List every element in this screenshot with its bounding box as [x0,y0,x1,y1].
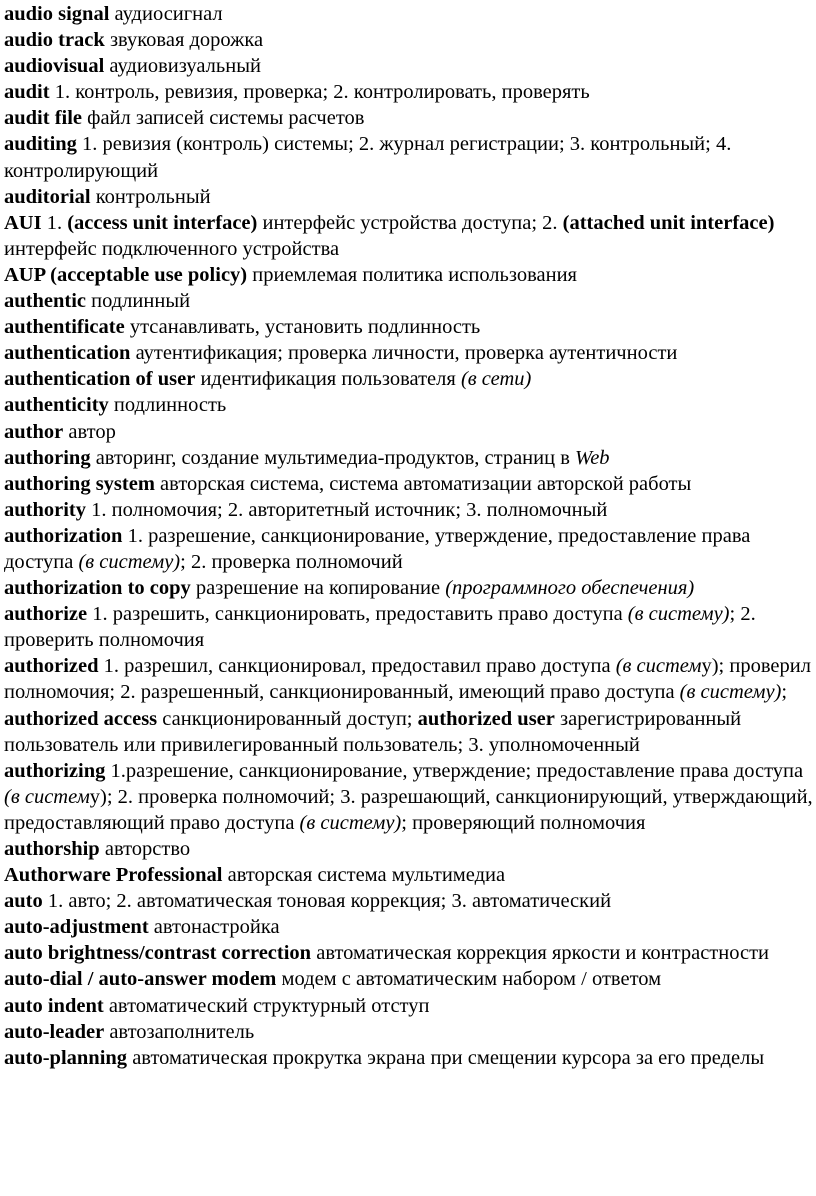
entry-term: authoring [4,446,91,469]
glossary-entry [4,575,814,601]
entry-translation: интерфейс подключенного устройства [4,237,340,260]
glossary-entry [4,940,814,966]
glossary-entry [4,392,814,418]
glossary-entry [4,1019,814,1045]
entry-term: authenticity [4,394,109,417]
entry-term: auto [4,890,43,913]
entry-term: auto-dial / auto-answer modem [4,968,277,991]
glossary-entry [4,27,814,53]
entry-term: authentic [4,290,86,313]
glossary-entry [4,601,814,653]
entry-note: (в систему) [78,550,181,573]
entry-translation: авторская система мультимедиа [222,864,506,887]
entry-translation: авторская система, система автоматизации авторской работы [154,472,692,495]
entry-term: auto brightness/contrast correction [4,942,312,965]
entry-term: auditorial [4,185,91,208]
entry-term: audio signal [4,3,110,25]
entry-translation: авторинг, создание мультимедиа-продуктов, страниц в [90,446,576,469]
glossary-page [4,1,814,1071]
entry-note: (в систем [615,655,702,678]
entry-translation: аудиовизуальный [104,55,261,78]
glossary-entry [4,653,814,757]
entry-term: authorization [4,524,123,547]
entry-translation: у); 2. проверка полномочий; 3. разрешающий, санкционирующий, утверждающий, предоставляющий право доступа [4,785,813,834]
entry-translation: санкционированный доступ; [157,707,418,730]
glossary-entry [4,471,814,497]
entry-translation: авторство [99,838,191,860]
entry-term: authentificate [4,316,125,339]
glossary-entry [4,105,814,131]
entry-translation: 1. полномочия; 2. авторитетный источник; 3. полномочный [86,498,608,521]
glossary-entry [4,210,814,262]
entry-translation: приемлемая политика использования [247,263,577,286]
glossary-entry [4,262,814,288]
glossary-entry [4,131,814,183]
entry-translation: файл записей системы расчетов [82,107,365,130]
entry-translation: 1. разрешил, санкционировал, предоставил право доступа [98,655,616,678]
entry-translation: идентификация пользователя [195,368,461,391]
entry-term: authorize [4,603,88,626]
entry-translation: автозаполнитель [104,1020,255,1043]
entry-term: authoring system [4,472,155,495]
glossary-entry [4,53,814,79]
glossary-entry [4,993,814,1019]
entry-note: (в систем [4,785,90,808]
entry-term: AUP (acceptable use policy) [4,263,248,286]
entry-translation: 1. разрешить, санкционировать, предоставить право доступа [87,603,628,626]
entry-term: authorized user [417,707,555,730]
glossary-entry [4,497,814,523]
glossary-entry [4,79,814,105]
entry-term: authorized access [4,707,158,730]
entry-term: audiovisual [4,55,105,78]
entry-translation: 1. авто; 2. автоматическая тоновая коррекция; 3. автоматический [42,890,612,913]
entry-note: (в систему) [679,681,782,704]
entry-translation: автоматическая прокрутка экрана при смещении курсора за его пределы [127,1046,765,1069]
glossary-entry [4,288,814,314]
entry-translation: автор [63,420,116,443]
entry-translation: зарегистрированный пользователь или привилегированный пользователь; 3. уполномоченный [4,707,742,756]
entry-note: (в сети) [460,368,532,391]
entry-term: AUI [4,211,42,234]
glossary-entry [4,419,814,445]
glossary-entry [4,340,814,366]
entry-note: (в систему) [299,811,402,834]
glossary-entry [4,914,814,940]
entry-term: authorship [4,838,100,860]
entry-translation: 1. разрешение, санкционирование, утверждение, предоставление права доступа [4,524,751,573]
entry-term: authorizing [4,759,106,782]
entry-translation: ; [781,681,788,704]
entry-translation: 1. [41,211,68,234]
entry-translation: автонастройка [148,916,280,939]
entry-translation: утсанавливать, установить подлинность [124,316,481,339]
glossary-entry [4,836,814,862]
entry-term: author [4,420,64,443]
entry-translation: ; 2. проверить полномочия [4,603,756,652]
entry-term: authentication [4,342,131,365]
glossary-entry [4,888,814,914]
entry-translation: подлинность [108,394,227,417]
entry-term: auto-adjustment [4,916,149,939]
entry-term: auto-planning [4,1046,128,1069]
entry-translation: аутентификация; проверка личности, проверка аутентичности [130,342,678,365]
entry-term: audit file [4,107,83,130]
entry-translation: ; проверяющий полномочия [401,811,646,834]
entry-translation: 1. контроль, ревизия, проверка; 2. контролировать, проверять [49,81,590,104]
entry-term: authority [4,498,86,521]
glossary-entry [4,366,814,392]
entry-translation: контрольный [90,185,211,208]
glossary-entry [4,966,814,992]
entry-translation: разрешение на копирование [190,577,446,600]
entry-term: audit [4,81,50,104]
glossary-entry [4,758,814,836]
glossary-entry [4,523,814,575]
entry-translation: интерфейс устройства доступа; 2. [257,211,563,234]
entry-term: authorized [4,655,99,678]
entry-translation: модем с автоматическим набором / ответом [276,968,662,991]
entry-term: auto indent [4,994,104,1017]
entry-note: Web [575,446,610,469]
entry-translation: ; 2. проверка полномочий [180,550,403,573]
glossary-entry [4,862,814,888]
glossary-entry [4,314,814,340]
entry-translation: автоматический структурный отступ [103,994,430,1017]
glossary-entry [4,184,814,210]
entry-term: (attached unit interface) [562,211,775,234]
glossary-entry [4,445,814,471]
entry-translation: аудиосигнал [109,3,223,25]
entry-term: auto-leader [4,1020,105,1043]
entry-term: audio track [4,29,105,52]
entry-translation: у); проверил полномочия; 2. разрешенный, санкционированный, имеющий право доступа [4,655,811,704]
entry-note: (программного обеспечения) [445,577,695,600]
entry-translation: 1.разрешение, санкционирование, утверждение; предоставление права доступа [105,759,804,782]
glossary-entry [4,1,814,27]
entry-term: auditing [4,133,77,156]
glossary-entry [4,1045,814,1071]
entry-translation: подлинный [86,290,191,313]
entry-note: (в систему) [627,603,730,626]
entry-translation: звуковая дорожка [104,29,264,52]
entry-term: (access unit interface) [67,211,258,234]
entry-term: authentication of user [4,368,196,391]
entry-term: authorization to copy [4,577,191,600]
entry-translation: автоматическая коррекция яркости и контрастности [311,942,770,965]
entry-translation: 1. ревизия (контроль) системы; 2. журнал регистрации; 3. контрольный; 4. контролирующий [4,133,732,182]
entry-term: Authorware Professional [4,864,223,887]
